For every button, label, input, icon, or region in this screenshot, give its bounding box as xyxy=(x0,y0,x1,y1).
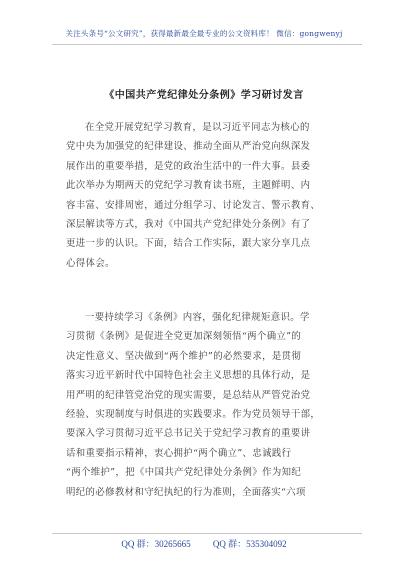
paragraph-1 xyxy=(66,118,342,273)
paragraph-line: 明纪的必修教材和守纪执纪的行为准则，全面落实“六项 xyxy=(66,486,306,498)
paragraph-line: 更进一步的认识。下面，结合工作实际，跟大家分享几点 xyxy=(66,238,311,250)
paragraph-line: 展作出的重要举措，是党的政治生活中的一件大事。县委 xyxy=(66,160,311,172)
paragraph-line: 经验、实现制度与时俱进的实践要求。作为党员领导干部， xyxy=(66,409,321,421)
footer-qq-group-1: QQ 群：30265665 xyxy=(121,539,191,549)
paragraph-line: 落实习近平新时代中国特色社会主义思想的具体行动，是 xyxy=(66,370,311,382)
paragraph-line: 要深入学习贯彻习近平总书记关于党纪学习教育的重要讲 xyxy=(66,428,311,440)
paragraph-line: “两个维护”，把《中国共产党纪律处分条例》作为知纪 xyxy=(66,467,302,479)
header-divider xyxy=(52,44,362,45)
paragraph-line: 容丰富、安排周密，通过分组学习、讨论发言、警示教育、 xyxy=(66,199,321,211)
paragraph-line: 心得体会。 xyxy=(66,257,115,269)
paragraph-2 xyxy=(66,308,342,502)
paragraph-line: 用严明的纪律管党治党的现实需要，是总结从严管党治党 xyxy=(66,389,311,401)
paragraph-line: 话和重要指示精神，衷心拥护“两个确立”、忠诚践行 xyxy=(66,447,292,459)
footer-qq-group-2: QQ 群：535304092 xyxy=(212,539,287,549)
footer-divider xyxy=(52,533,362,534)
paragraph-line: 深层解读等方式，我对《中国共产党纪律处分条例》有了 xyxy=(66,219,311,231)
paragraph-line: 决定性意义、坚决做到“两个维护”的必然要求，是贯彻 xyxy=(66,350,302,362)
paragraph-line: 一要持续学习《条例》内容，强化纪律规矩意识。学 xyxy=(85,312,310,323)
document-title: 《中国共产党纪律处分条例》学习研讨发言 xyxy=(104,90,304,101)
paragraph-line: 在全党开展党纪学习教育，是以习近平同志为核心的 xyxy=(85,122,310,133)
paragraph-line: 此次举办为期两天的党纪学习教育读书班，主题鲜明、内 xyxy=(66,180,311,192)
page-footer xyxy=(0,537,408,550)
paragraph-line: 党中央为加强党的纪律建设、推动全面从严治党向纵深发 xyxy=(66,141,311,153)
paragraph-line: 习贯彻《条例》是促进全党更加深刻领悟“两个确立”的 xyxy=(66,331,302,343)
page-header-promo: 关注头条号“公文研究”，获得最新最全最专业的公文资料库！ 微信：gongwenyj xyxy=(65,29,343,38)
